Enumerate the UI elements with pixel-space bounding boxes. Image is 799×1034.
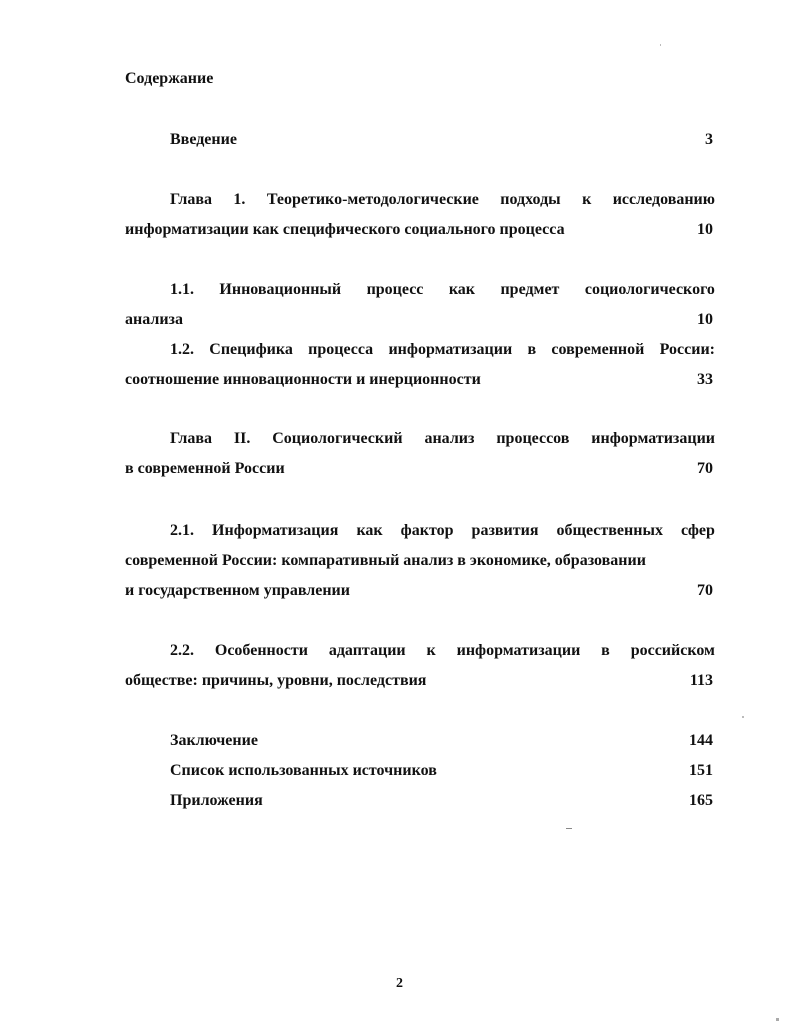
word: развития [471, 522, 539, 539]
toc-entry-line-3 [125, 576, 715, 606]
toc-entry-page: 70 [697, 460, 713, 477]
word: Инновационный [219, 281, 342, 298]
toc-entry-page: 165 [689, 792, 713, 809]
word: сфер [680, 522, 715, 539]
toc-entry-section-2-2 [125, 636, 715, 696]
toc-entry-section-1-2 [125, 335, 715, 395]
scan-speck [742, 716, 744, 718]
toc-entry-page: 3 [705, 131, 713, 148]
toc-entry-page: 10 [697, 311, 713, 328]
word: 1. [233, 191, 246, 208]
word: подходы [500, 191, 561, 208]
toc-entry-label: Заключение [170, 732, 258, 749]
toc-entry-page: 10 [697, 221, 713, 238]
scan-speck [660, 44, 661, 46]
word: Теоретико-методологические [266, 191, 479, 208]
word: к [426, 642, 436, 659]
toc-entry-chapter-1 [125, 185, 715, 245]
toc-entry-page: 113 [689, 672, 713, 689]
word: российском [630, 642, 715, 659]
word: как [448, 281, 476, 298]
scan-speck [566, 828, 572, 829]
word: информатизации [456, 642, 581, 659]
word: предмет [500, 281, 560, 298]
toc-entry-line-1 [125, 424, 715, 454]
word: исследованию [612, 191, 715, 208]
word: России: [659, 341, 715, 358]
word: информатизации [388, 341, 513, 358]
word: в [601, 642, 610, 659]
toc-entry-label: современной России: компаративный анализ в экономике, образовании [125, 552, 646, 569]
toc-entry-section-1-1 [125, 275, 715, 335]
toc-entry-page: 144 [689, 732, 713, 749]
toc-entry-label: Приложения [170, 792, 263, 809]
toc-entry-conclusion [125, 726, 715, 756]
toc-entry-intro [125, 125, 715, 155]
toc-entry-line-1 [125, 636, 715, 666]
word: 1.1. [170, 281, 194, 298]
toc-entry-appendix [125, 786, 715, 816]
toc-entry-page: 70 [697, 582, 713, 599]
toc-entry-line-2 [125, 666, 715, 696]
toc-entry-chapter-2 [125, 424, 715, 484]
toc-entry-line-1 [125, 335, 715, 365]
word: 2.2. [170, 642, 194, 659]
word: к [582, 191, 592, 208]
toc-entry-label: обществе: причины, уровни, последствия [125, 672, 427, 689]
toc-entry-page: 33 [697, 371, 713, 388]
toc-entry-line-2 [125, 215, 715, 245]
word: адаптации [328, 642, 406, 659]
toc-entry-line-1 [125, 516, 715, 546]
toc-entry-label: в современной России [125, 460, 285, 477]
word: современной [551, 341, 645, 358]
word: как [356, 522, 383, 539]
word: II. [233, 430, 251, 447]
scan-speck [776, 1018, 779, 1021]
toc-entry-label: Введение [170, 131, 237, 148]
word: в [527, 341, 537, 358]
word: Глава [170, 430, 212, 447]
word: фактор [400, 522, 454, 539]
word: Социологический [272, 430, 403, 447]
word: Специфика [209, 341, 293, 358]
page-title: Содержание [125, 70, 214, 87]
toc-entry-line-2 [125, 454, 715, 484]
word: анализ [424, 430, 475, 447]
toc-entry-line-2 [125, 365, 715, 395]
page-number: 2 [396, 976, 403, 991]
word: процессов [496, 430, 570, 447]
word: 1.2. [170, 341, 194, 358]
toc-entry-page: 151 [689, 762, 713, 779]
word: процесс [366, 281, 424, 298]
toc-entry-line-1 [125, 185, 715, 215]
toc-entry-label: соотношение инновационности и инерционности [125, 371, 481, 388]
word: процесса [308, 341, 374, 358]
word: 2.1. [170, 522, 194, 539]
word: общественных [556, 522, 663, 539]
word: информатизации [591, 430, 715, 447]
word: Особенности [214, 642, 308, 659]
toc-entry-label: анализа [125, 311, 183, 328]
toc-entry-section-2-1 [125, 516, 715, 606]
toc-entry-label: Список использованных источников [170, 762, 437, 779]
word: социологического [584, 281, 715, 298]
word: Информатизация [212, 522, 339, 539]
toc-entry-line-2 [125, 546, 715, 576]
word: Глава [170, 191, 212, 208]
toc-entry-line-1 [125, 275, 715, 305]
toc-entry-label: и государственном управлении [125, 582, 350, 599]
toc-entry-line-2 [125, 305, 715, 335]
toc-entry-label: информатизации как специфического социального процесса [125, 221, 565, 238]
toc-entry-sources [125, 756, 715, 786]
